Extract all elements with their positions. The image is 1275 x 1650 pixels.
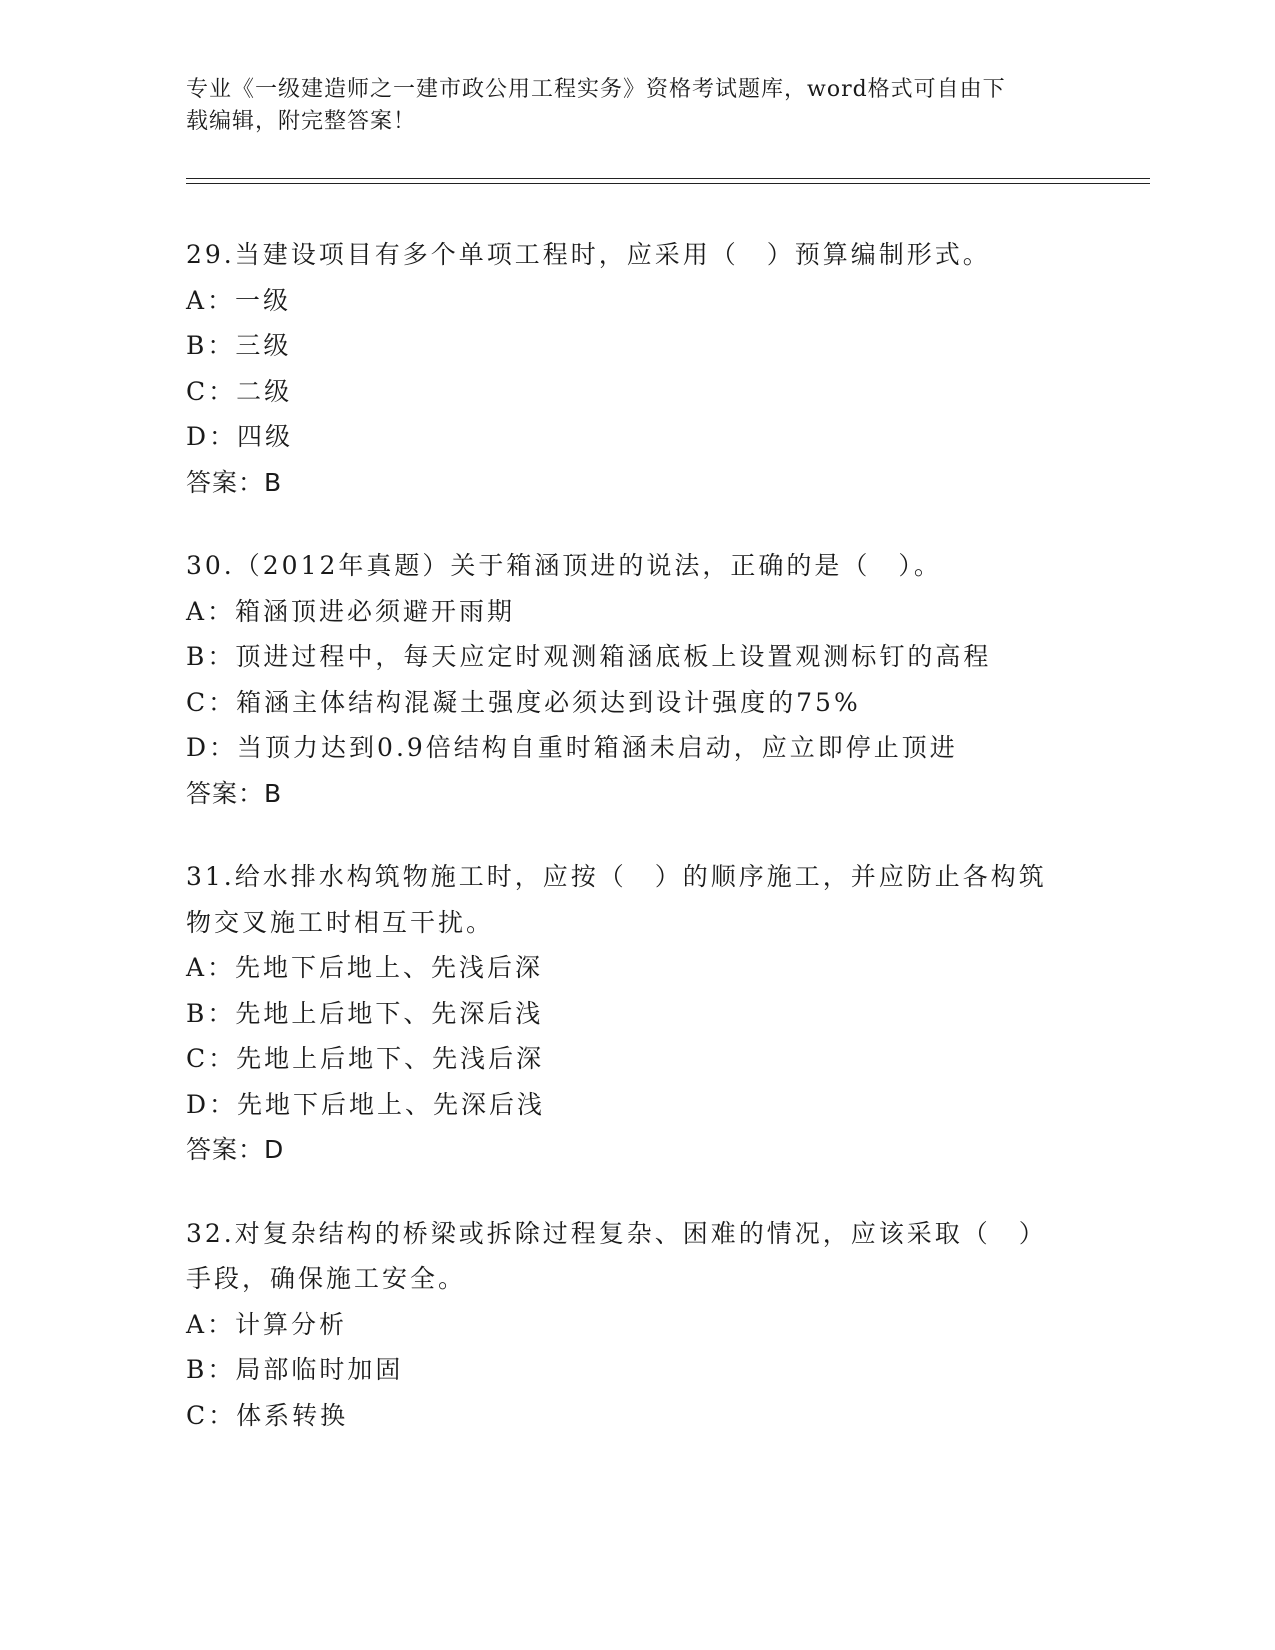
question-stem: 30.（2012年真题）关于箱涵顶进的说法，正确的是（ ）。 [186,551,942,580]
option-b: B：先地上后地下、先深后浅 [186,998,544,1028]
option-d: D：四级 [186,422,294,451]
question-32 [186,1211,1086,1439]
header-divider-bottom [186,183,1150,184]
option-d: D：先地下后地上、先深后浅 [186,1089,546,1119]
option-a: A：计算分析 [186,1309,348,1339]
question-stem: 32.对复杂结构的桥梁或拆除过程复杂、困难的情况，应该采取（ ） [186,1218,1047,1248]
option-c: C：先地上后地下、先浅后深 [186,1044,545,1073]
option-d: D：当顶力达到0.9倍结构自重时箱涵未启动，应立即停止顶进 [186,733,958,762]
option-c: C：箱涵主体结构混凝土强度必须达到设计强度的75% [186,687,861,717]
header-divider-top [186,178,1150,179]
answer: 答案：B [186,467,283,497]
question-stem: 31.给水排水构筑物施工时，应按（ ）的顺序施工，并应防止各构筑 [186,862,1047,891]
option-b: B：局部临时加固 [186,1355,404,1384]
question-list [186,232,1086,1476]
question-30 [186,543,1086,816]
header-line-1: 专业《一级建造师之一建市政公用工程实务》资格考试题库，word格式可自由下 [186,77,1006,102]
question-stem-continued: 手段，确保施工安全。 [186,1264,467,1293]
question-stem: 29.当建设项目有多个单项工程时，应采用（ ）预算编制形式。 [186,240,991,269]
option-a: A：先地下后地上、先浅后深 [186,953,544,982]
option-b: B：顶进过程中，每天应定时观测箱涵底板上设置观测标钉的高程 [186,642,992,671]
header-line-2: 载编辑，附完整答案！ [186,109,417,134]
option-b: B：三级 [186,331,292,360]
option-c: C：二级 [186,376,293,406]
question-stem-continued: 物交叉施工时相互干扰。 [186,907,495,937]
question-29 [186,232,1086,505]
option-a: A：箱涵顶进必须避开雨期 [186,596,516,626]
option-a: A：一级 [186,285,292,315]
answer: 答案：D [186,1135,285,1164]
option-c: C：体系转换 [186,1400,349,1430]
document-header [186,74,1086,138]
answer: 答案：B [186,778,283,808]
question-31 [186,854,1086,1173]
